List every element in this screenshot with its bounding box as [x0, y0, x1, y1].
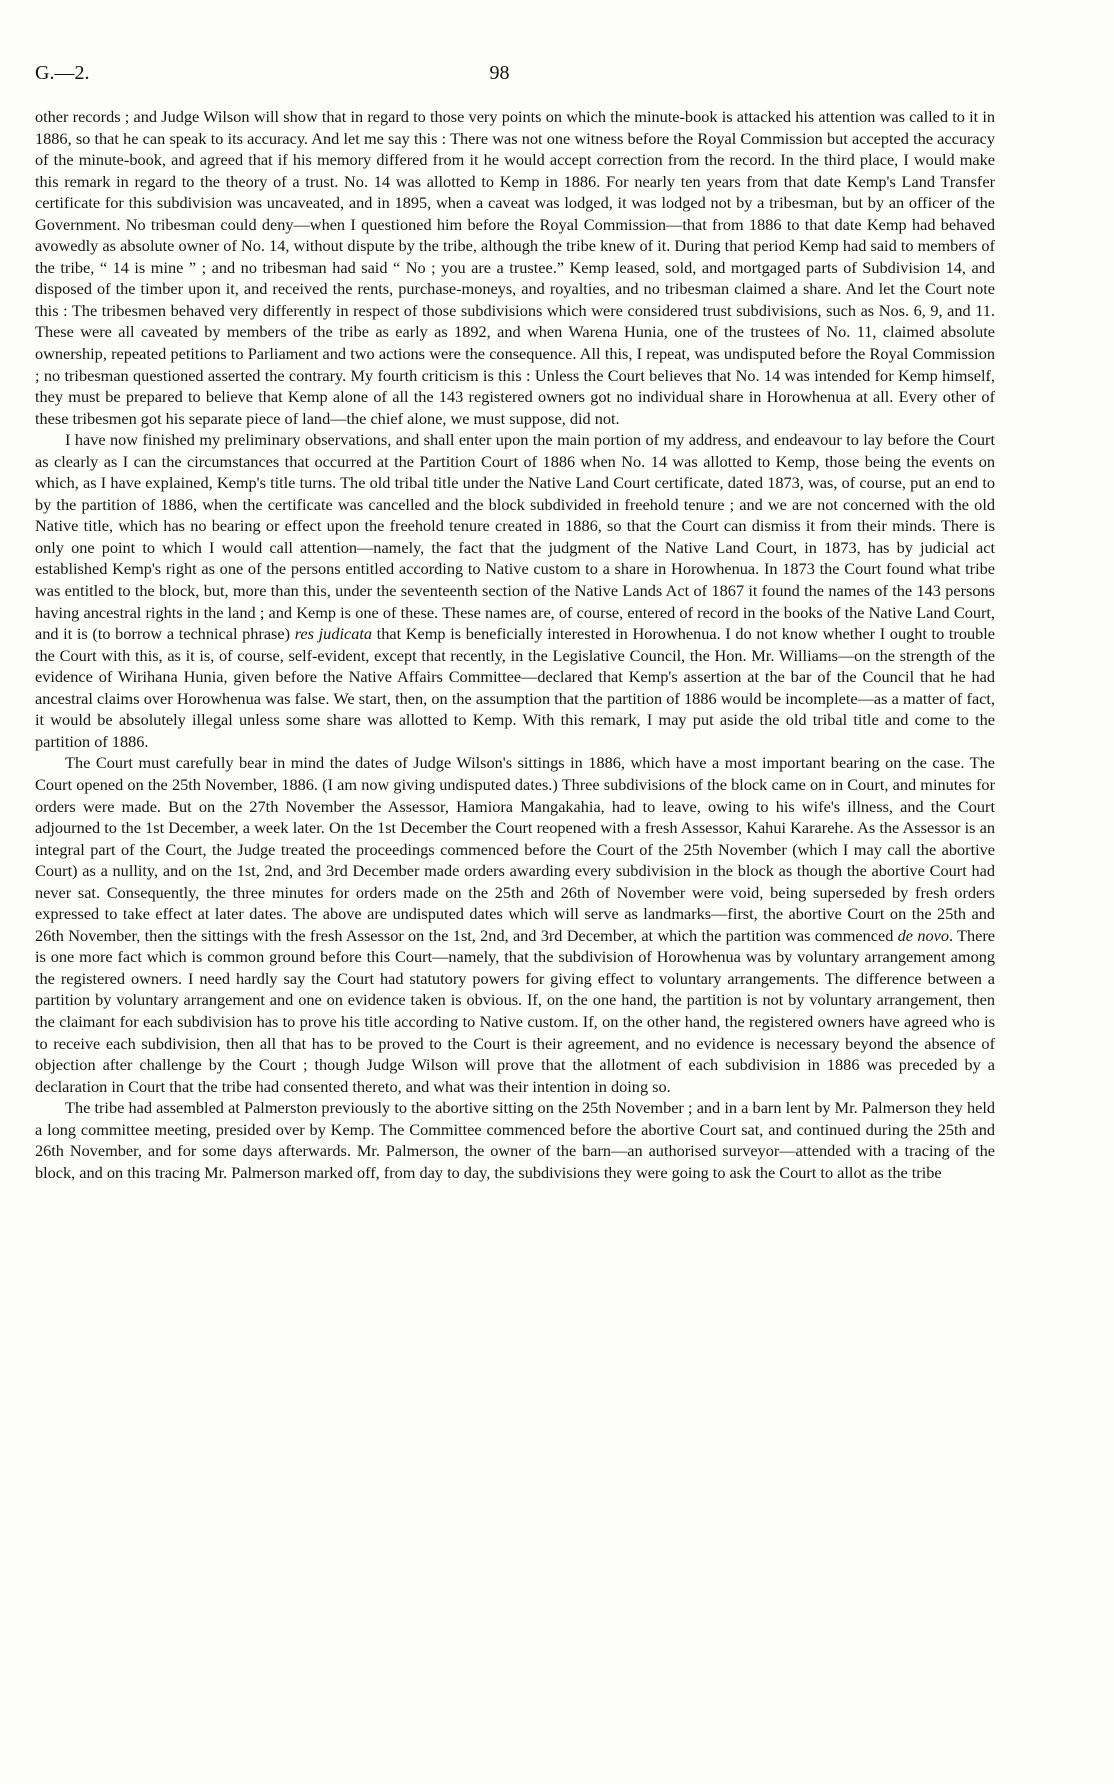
paragraph-1 — [35, 106, 995, 429]
document-reference: G.—2. — [35, 62, 90, 84]
body-text — [35, 106, 995, 1183]
paragraph-text: other records ; and Judge Wilson will show that in regard to those very points on which the minute-book is attacked his attention was called to it in 1886, so that he can speak to its accuracy. And let me say this : There was not one witness before the Royal Commission but accepted the accuracy of the minute-book, and agreed that if his memory differed from it he would accept correction from the record. In the third place, I would make this remark in regard to the theory of a trust. No. 14 was allotted to Kemp in 1886. For nearly ten years from that date Kemp's Land Transfer certificate for this subdivision was uncaveated, and in 1895, when a caveat was lodged, it was lodged not by a tribesman, but by an officer of the Government. No tribesman could deny—when I questioned him before the Royal Commission—that from 1886 to that date Kemp had behaved avowedly as absolute owner of No. 14, without dispute by the tribe, although the tribe knew of it. During that period Kemp had said to members of the tribe, “ 14 is mine ” ; and no tribesman had said “ No ; you are a trustee.” Kemp leased, sold, and mortgaged parts of Subdivision 14, and disposed of the timber upon it, and received the rents, purchase-moneys, and royalties, and no tribesman claimed a share. And let the Court note this : The tribesmen behaved very differently in respect of those subdivisions which were considered trust subdivisions, such as Nos. 6, 9, and 11. These were all caveated by members of the tribe as early as 1892, and when Warena Hunia, one of the trustees of No. 11, claimed absolute ownership, repeated petitions to Parliament and two actions were the consequence. All this, I repeat, was undisputed before the Royal Commission ; no tribesman questioned asserted the contrary. My fourth criticism is this : Unless the Court believes that No. 14 was intended for Kemp himself, they must be prepared to believe that Kemp alone of all the 143 registered owners got no individual share in Horowhenua at all. Every other of these tribesmen got his separate piece of land—the chief alone, we must suppose, did not. — [35, 107, 995, 428]
latin-phrase: res judicata — [294, 624, 373, 644]
paragraph-text: . There is one more fact which is common ground before this Court—namely, that the subdivision of Horowhenua was by voluntary arrangement among the registered owners. I need hardly say the Court had statutory powers for giving effect to voluntary arrangements. The difference between a partition by voluntary arrangement and one on evidence taken is obvious. If, on the one hand, the partition is not by voluntary arrangement, then the claimant for each subdivision has to prove his title according to Native custom. If, on the other hand, the registered owners have agreed who is to receive each subdivision, then all that has to be proved to the Court is their agreement, and no evidence is necessary beyond the absence of objection after challenge by the Court ; though Judge Wilson will prove that the allotment of each subdivision in 1886 was preceded by a declaration in Court that the tribe had consented thereto, and what was their intention in doing so. — [35, 925, 995, 1096]
paragraph-text: that Kemp is beneficially interested in Horowhenua. I do not know whether I ought to trouble the Court with this, as it is, of course, self-evident, except that recently, in the Legislative Council, the Hon. Mr. Williams—on the strength of the evidence of Wirihana Hunia, given before the Native Affairs Committee—declared that Kemp's assertion at the bar of the Council that he had ancestral claims over Horowhenua was false. We start, then, on the assumption that the partition of 1886 would be incomplete—as a matter of fact, it would be absolutely illegal unless some share was allotted to Kemp. With this remark, I may put aside the old tribal title and come to the partition of 1886. — [35, 624, 995, 751]
paragraph-4 — [35, 1097, 995, 1183]
page-number: 98 — [489, 62, 510, 84]
paragraph-text: I have now finished my preliminary observations, and shall enter upon the main portion of my address, and endeavour to lay before the Court as clearly as I can the circumstances that occurred at the Partition Court of 1886 when No. 14 was allotted to Kemp, those being the events on which, as I have explained, Kemp's title turns. The old tribal title under the Native Land Court certificate, dated 1873, was, of course, put an end to by the partition of 1886, when the certificate was cancelled and the block subdivided in freehold tenure ; and we are not concerned with the old Native title, which has no bearing or effect upon the freehold tenure created in 1886, so that the Court can dismiss it from their minds. There is only one point to which I would call attention—namely, the fact that the judgment of the Native Land Court, in 1873, has by judicial act established Kemp's right as one of the persons entitled according to Native custom to a share in Horowhenua. In 1873 the Court found what tribe was entitled to the block, but, more than this, under the seventeenth section of the Native Lands Act of 1867 it found the names of the 143 persons having ancestral rights in the land ; and Kemp is one of these. These names are, of course, entered of record in the books of the Native Land Court, and it is (to borrow a technical phrase) — [35, 430, 995, 644]
paragraph-text: The Court must carefully bear in mind the dates of Judge Wilson's sittings in 1886, which have a most important bearing on the case. The Court opened on the 25th November, 1886. (I am now giving undisputed dates.) Three subdivisions of the block came on in Court, and minutes for orders were made. But on the 27th November the Assessor, Hamiora Mangakahia, had to leave, owing to his wife's illness, and the Court adjourned to the 1st December, a week later. On the 1st December the Court reopened with a fresh Assessor, Kahui Kararehe. As the Assessor is an integral part of the Court, the Judge treated the proceedings commenced before the Court of the 25th November (which I may call the abortive Court) as a nullity, and on the 1st, 2nd, and 3rd December made orders awarding every subdivision in the block as though the abortive Court had never sat. Consequently, the three minutes for orders made on the 25th and 26th of November were void, being superseded by fresh orders expressed to take effect at later dates. The above are undisputed dates which will serve as landmarks—first, the abortive Court on the 25th and 26th November, then the sittings with the fresh Assessor on the 1st, 2nd, and 3rd December, at which the partition was commenced — [35, 753, 995, 945]
paragraph-text: The tribe had assembled at Palmerston previously to the abortive sitting on the 25th November ; and in a barn lent by Mr. Palmerson they held a long committee meeting, presided over by Kemp. The Committee commenced before the abortive Court sat, and continued during the 25th and 26th November, and for some days afterwards. Mr. Palmerson, the owner of the barn—an authorised surveyor—attended with a tracing of the block, and on this tracing Mr. Palmerson marked off, from day to day, the subdivisions they were going to ask the Court to allot as the tribe — [35, 1098, 995, 1182]
page-header — [35, 62, 964, 92]
paragraph-3 — [35, 752, 995, 1097]
paragraph-2 — [35, 429, 995, 752]
latin-phrase: de novo — [897, 925, 949, 945]
